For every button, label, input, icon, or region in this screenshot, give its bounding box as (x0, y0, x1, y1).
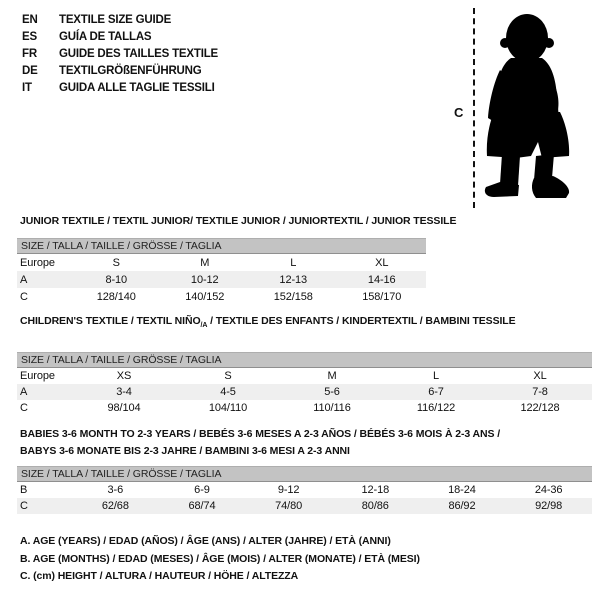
size-value-cell: 8-10 (105, 273, 128, 286)
language-code: DE (22, 65, 38, 77)
row-label: Europe (20, 256, 55, 269)
size-value-cell: 74/80 (275, 500, 303, 512)
children-title-post: / TEXTILE DES ENFANTS / KINDERTEXTIL / BAMBINI TESSILE (207, 315, 516, 327)
footnote-age-years: A. AGE (YEARS) / EDAD (AÑOS) / ÂGE (ANS) / ALTER (JAHRE) / ETÀ (ANNI) (20, 535, 391, 547)
height-measure-label: C (454, 105, 464, 120)
junior-section-title: JUNIOR TEXTILE / TEXTIL JUNIOR/ TEXTILE JUNIOR / JUNIORTEXTIL / JUNIOR TESSILE (20, 215, 457, 227)
footnote-age-months: B. AGE (MONTHS) / EDAD (MESES) / ÂGE (MOIS) / ALTER (MONATE) / ETÀ (MESI) (20, 552, 420, 565)
size-value-cell: 92/98 (535, 500, 563, 512)
size-value-cell: 116/122 (416, 402, 456, 415)
row-label: C (20, 290, 28, 303)
junior-size-table (17, 254, 426, 305)
children-title-pre: CHILDREN'S TEXTILE / TEXTIL NIÑO (20, 315, 201, 327)
language-code: FR (22, 48, 37, 60)
size-value-cell: 104/110 (208, 402, 248, 415)
language-row-es (22, 29, 218, 46)
size-value-cell: 4-5 (220, 386, 236, 399)
language-row-it (22, 80, 218, 97)
guide-title: GUÍA DE TALLAS (59, 31, 152, 43)
guide-title: GUIDE DES TAILLES TEXTILE (59, 48, 218, 60)
size-value-cell: 14-16 (367, 273, 396, 286)
babies-size-table (17, 482, 592, 514)
junior-textile-section (17, 215, 457, 305)
babies-title-line2: BABYS 3-6 MONATE BIS 2-3 JAHRE / BAMBINI 3-6 MESI A 2-3 ANNI (20, 445, 350, 457)
height-measure-figure (440, 0, 600, 215)
size-value-cell: 12-13 (279, 273, 308, 286)
size-value-cell: M (200, 256, 210, 269)
footnote-legend (20, 533, 420, 586)
size-value-cell: XL (375, 256, 389, 269)
row-label: C (20, 402, 28, 415)
row-label: A (20, 386, 28, 399)
children-textile-section (17, 315, 592, 416)
size-value-cell: 18-24 (448, 484, 476, 496)
children-section-title (17, 315, 592, 332)
table-row (17, 368, 592, 384)
table-row (17, 384, 592, 400)
babies-textile-section (17, 426, 592, 514)
size-value-cell: L (432, 370, 440, 383)
size-value-cell: 98/104 (107, 402, 141, 415)
size-value-cell: XL (533, 370, 547, 383)
size-value-cell: 9-12 (277, 484, 300, 496)
toddler-silhouette-image (482, 10, 574, 210)
size-value-cell: 62/68 (101, 500, 129, 512)
size-value-cell: 80/86 (361, 500, 389, 512)
junior-size-header-bar: SIZE / TALLA / TAILLE / GRÖSSE / TAGLIA (17, 238, 426, 254)
size-value-cell: 7-8 (532, 386, 548, 399)
babies-size-header-bar: SIZE / TALLA / TAILLE / GRÖSSE / TAGLIA (17, 466, 592, 482)
row-label: C (20, 500, 28, 512)
size-value-cell: S (224, 370, 232, 383)
row-label: B (20, 484, 28, 496)
row-label: A (20, 273, 28, 286)
children-title-sub: /A (200, 322, 208, 330)
size-value-cell: S (112, 256, 120, 269)
size-value-cell: L (290, 256, 297, 269)
size-value-cell: 24-36 (534, 484, 563, 496)
children-size-header-bar: SIZE / TALLA / TAILLE / GRÖSSE / TAGLIA (17, 352, 592, 368)
language-list (22, 12, 218, 97)
language-code: ES (22, 31, 37, 43)
footnote-height-cm: C. (cm) HEIGHT / ALTURA / HAUTEUR / HÖHE / ALTEZZA (20, 570, 299, 582)
table-row (17, 288, 426, 305)
size-value-cell: 3-6 (107, 484, 124, 496)
size-value-cell: 128/140 (96, 290, 136, 303)
size-value-cell: 5-6 (324, 386, 340, 399)
table-row (17, 271, 426, 288)
guide-title: TEXTILGRÖßENFÜHRUNG (59, 65, 202, 77)
size-value-cell: 86/92 (448, 500, 476, 512)
guide-title: TEXTILE SIZE GUIDE (59, 14, 172, 26)
size-value-cell: XS (116, 370, 132, 383)
size-value-cell: 110/116 (313, 402, 351, 415)
size-value-cell: 6-7 (428, 386, 444, 399)
table-row (17, 400, 592, 416)
table-row (17, 482, 592, 498)
language-row-de (22, 63, 218, 80)
size-value-cell: 122/128 (520, 402, 560, 415)
language-code: IT (22, 82, 32, 94)
size-value-cell: 140/152 (185, 290, 225, 303)
children-size-table (17, 368, 592, 416)
table-row (17, 498, 592, 514)
height-measure-dashed-line (473, 8, 475, 208)
row-label: Europe (20, 370, 55, 383)
size-value-cell: 3-4 (116, 386, 132, 399)
size-value-cell: 6-9 (194, 484, 210, 496)
table-row (17, 254, 426, 271)
size-value-cell: M (327, 370, 337, 383)
language-row-fr (22, 46, 218, 63)
language-row-en (22, 12, 218, 29)
language-code: EN (22, 14, 38, 26)
size-value-cell: 152/158 (273, 290, 313, 303)
babies-title-line1: BABIES 3-6 MONTH TO 2-3 YEARS / BEBÉS 3-6 MESES A 2-3 AÑOS / BÉBÉS 3-6 MOIS À 2-3 ANS / (20, 428, 501, 440)
guide-title: GUIDA ALLE TAGLIE TESSILI (59, 82, 215, 94)
size-value-cell: 158/170 (362, 290, 402, 303)
size-value-cell: 68/74 (188, 500, 216, 512)
size-value-cell: 12-18 (361, 484, 390, 496)
babies-section-title (17, 426, 592, 460)
size-value-cell: 10-12 (190, 273, 219, 286)
